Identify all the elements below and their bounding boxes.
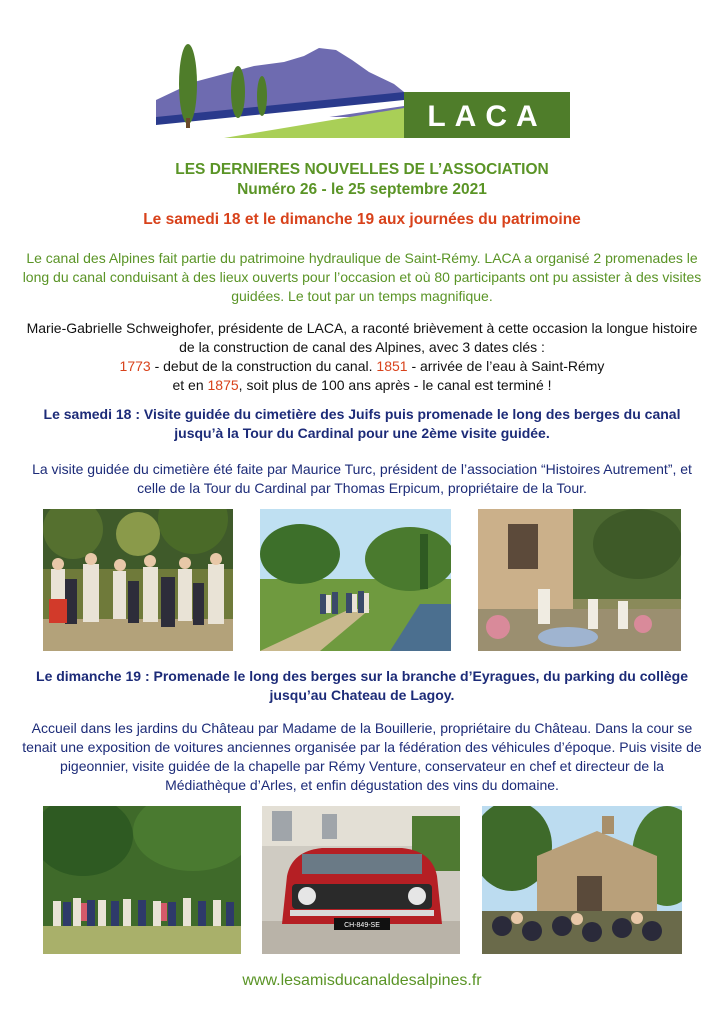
intro-paragraph: Le canal des Alpines fait partie du patrimoine hydraulique de Saint-Rémy. LACA a organisé 2 promenades le long du canal conduisant à des lieux ouverts pour l’occasion et où 80 participants ont pu assister à des visites guidées. Le tout par un temps magnifique. <box>22 250 702 304</box>
photo-vintage-mustang <box>262 806 460 954</box>
newsletter-issue: Numéro 26 - le 25 septembre 2021 <box>237 181 487 198</box>
history-date-1773: 1773 <box>119 358 151 374</box>
history-text1: - debut de la construction du canal. <box>150 358 377 374</box>
photo-group-garden <box>43 806 241 954</box>
history-date-1875: 1875 <box>207 377 239 393</box>
history-date-1851: 1851 <box>376 358 408 374</box>
logo-text: LACA <box>427 100 547 133</box>
website-link[interactable]: www.lesamisducanaldesalpines.fr <box>242 972 482 989</box>
sunday-text: Accueil dans les jardins du Château par Madame de la Bouillerie, propriétaire du Château. Dans la cour se tenait une exposition de voitures anciennes organisée par la fédération des véhicules d’époque. Puis visite de pigeonnier, visite guidée de la chapelle par Rémy Venture, conservateur en chef et directeur de la Médiathèque d’Arles, et enfin dégustation des vins du domaine. <box>22 720 702 793</box>
newsletter-headline: Le samedi 18 et le dimanche 19 aux journées du patrimoine <box>143 211 581 228</box>
saturday-text: La visite guidée du cimetière été faite par Maurice Turc, président de l’association “Histoires Autrement”, et celle de la Tour du Cardinal par Thomas Erpicum, propriétaire de la Tour. <box>32 461 692 496</box>
photo-tour-du-cardinal <box>478 509 681 651</box>
laca-landscape-icon <box>154 22 572 140</box>
sunday-heading: Le dimanche 19 : Promenade le long des berges sur la branche d’Eyragues, du parking du collège jusqu’au Chateau de Lagoy. <box>36 668 688 703</box>
history-text2: - arrivée de l’eau à Saint-Rémy <box>407 358 605 374</box>
saturday-heading: Le samedi 18 : Visite guidée du cimetière des Juifs puis promenade le long des berges du canal jusqu’à la Tour du Cardinal pour une 2ème visite guidée. <box>43 406 681 441</box>
history-line1: Marie-Gabrielle Schweighofer, présidente de LACA, a raconté brièvement à cette occasion la longue histoire de la construction de canal des Alpines, avec 3 dates clés : <box>26 320 698 355</box>
laca-logo <box>154 22 572 140</box>
history-text4: , soit plus de 100 ans après - le canal est terminé ! <box>238 377 552 393</box>
history-paragraph <box>20 319 704 395</box>
photo-chapel-visit <box>482 806 682 954</box>
photo-cemetery-crowd <box>43 509 233 651</box>
photo-canal-walk <box>260 509 451 651</box>
history-text3: et en <box>172 377 208 393</box>
car-plate: CH-849-SE <box>344 922 380 929</box>
newsletter-title: LES DERNIERES NOUVELLES DE L’ASSOCIATION <box>175 161 549 178</box>
